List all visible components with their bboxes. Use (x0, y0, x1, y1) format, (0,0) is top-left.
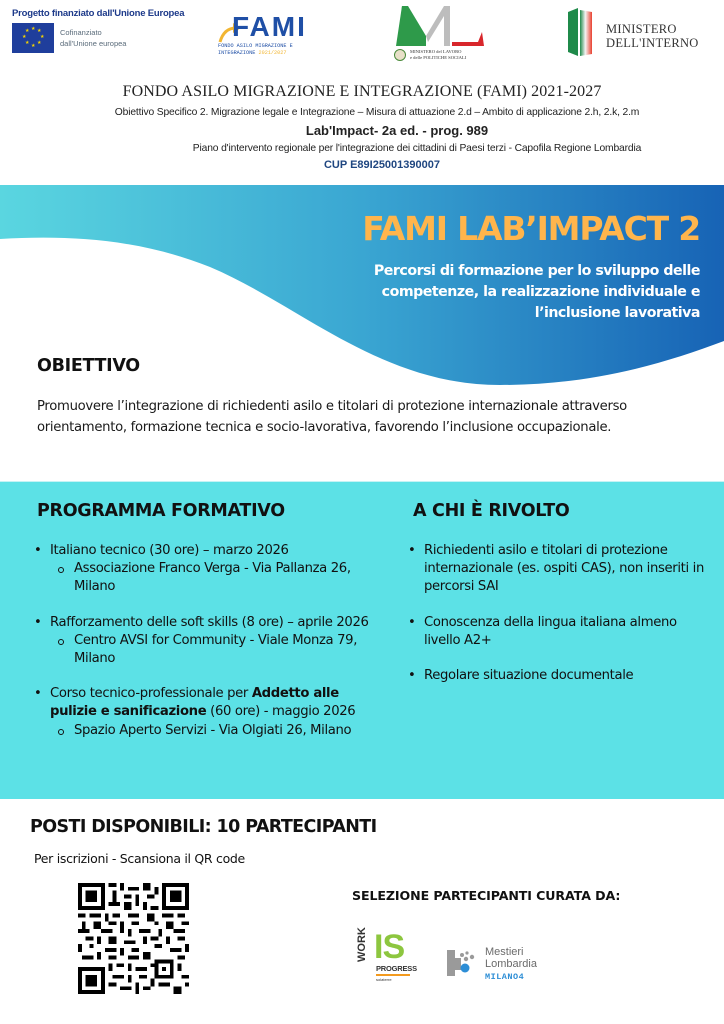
ml-caption-line1: MINISTERO del LAVORO (410, 49, 462, 54)
programma-heading: PROGRAMMA FORMATIVO (37, 501, 285, 521)
mestieri-line3: MILANO4 (485, 972, 525, 982)
wip-org-text: solaterre (376, 977, 392, 982)
mestieri-lombardia-logo (447, 946, 557, 990)
mestieri-line2: Lombardia (485, 958, 537, 970)
programma-item (32, 542, 382, 597)
ml-monogram-icon (392, 2, 488, 48)
qr-code[interactable] (78, 883, 189, 994)
obiettivo-heading: OBIETTIVO (37, 356, 140, 376)
wip-progress-text: PROGRESS (376, 964, 417, 973)
iscrizioni-text: Per iscrizioni - Scansiona il QR code (34, 851, 245, 866)
eu-flag-icon: ★ ★ ★ ★ ★ ★ ★ ★ (12, 23, 54, 53)
fami-logo-word: FAMI (232, 11, 307, 42)
programma-item-location: Spazio Aperto Servizi - Via Olgiati 26, Milano (50, 722, 382, 740)
program-section (0, 481, 724, 799)
programma-item-text-before: Corso tecnico-professionale per (50, 686, 252, 702)
programma-item-text: Italiano tecnico (30 ore) – marzo 2026 (50, 543, 289, 558)
work-is-progress-logo (356, 928, 416, 988)
eu-logo-title: Progetto finanziato dall'Unione Europea (12, 8, 185, 19)
programma-list (32, 542, 382, 757)
programma-item-text-bold: Addetto alle pulizie e sanificazione (50, 686, 339, 720)
ml-caption-line2: e delle POLITICHE SOCIALI (410, 55, 467, 60)
fami-logo-sub1: FONDO ASILO MIGRAZIONE E (218, 43, 293, 49)
fami-logo-years: 2021/2027 (258, 49, 287, 56)
wip-is-text: IS (374, 928, 405, 966)
italian-flag-icon (568, 8, 592, 56)
programma-item-text: Rafforzamento delle soft skills (8 ore) – aprile 2026 (50, 614, 369, 630)
programma-item (32, 614, 382, 669)
rivolto-item: • Regolare situazione documentale (406, 667, 706, 685)
mi-line1: MINISTERO (606, 22, 677, 36)
wip-work-text: WORK (356, 927, 368, 962)
fami-logo-sub2: INTEGRAZIONE (218, 49, 256, 56)
mestieri-line1: Mestieri (485, 946, 524, 958)
obiettivo-text: Promuovere l’integrazione di richiedenti asilo e titolari di protezione internazionale attraverso orientamento, formazione tecnica e socio-lavorativa, favorendo l’inclusione occupazionale. (37, 399, 627, 435)
fund-plan: Piano d'intervento regionale per l'integrazione dei cittadini di Paesi terzi - Capofila Regione Lombardia (192, 143, 642, 154)
programma-item-location: Associazione Franco Verga - Via Pallanza 26, Milano (50, 560, 382, 596)
programma-item-text-after: (60 ore) - maggio 2026 (206, 704, 356, 720)
rivolto-heading: A CHI È RIVOLTO (413, 501, 570, 521)
posti-heading: POSTI DISPONIBILI: 10 PARTECIPANTI (30, 817, 377, 837)
logo-header (0, 0, 724, 80)
hero-title: FAMI LAB’IMPACT 2 (362, 209, 700, 248)
rivolto-item: • Conoscenza della lingua italiana almeno livello A2+ (406, 614, 706, 650)
mestieri-dots-icon (447, 948, 475, 976)
fund-cup-code: CUP E89I25001390007 (323, 159, 440, 171)
fund-objective: Obiettivo Specifico 2. Migrazione legale e Integrazione – Misura di attuazione 2.d – Ambito di applicazione 2.h, 2.k, 2.m (114, 107, 640, 118)
ministero-interno-logo (568, 8, 718, 58)
ministero-lavoro-logo (392, 2, 488, 66)
selezione-heading: SELEZIONE PARTECIPANTI CURATA DA: (352, 888, 621, 903)
programma-item-location: Centro AVSI for Community - Viale Monza 79, Milano (50, 632, 382, 668)
italian-emblem-icon (394, 49, 406, 61)
fund-info (0, 83, 724, 171)
eu-cofunding-logo (12, 8, 185, 53)
eu-logo-line1: Cofinanziato (60, 28, 102, 37)
programma-item (32, 685, 382, 740)
hero-subtitle: Percorsi di formazione per lo sviluppo delle competenze, la realizzazione individuale e l’inclusione lavorativa (373, 263, 700, 321)
rivolto-list (406, 542, 706, 702)
fund-title: FONDO ASILO MIGRAZIONE E INTEGRAZIONE (FAMI) 2021-2027 (122, 83, 602, 100)
rivolto-item: • Richiedenti asilo e titolari di protezione internazionale (es. ospiti CAS), non inseriti in percorsi SAI (406, 542, 706, 597)
mi-line2: DELL'INTERNO (606, 36, 699, 50)
eu-logo-line2: dall'Unione europea (60, 39, 127, 48)
wip-orange-bar (376, 974, 410, 976)
fami-logo (218, 12, 318, 62)
fund-lab-program: Lab'Impact- 2a ed. - prog. 989 (305, 123, 489, 138)
